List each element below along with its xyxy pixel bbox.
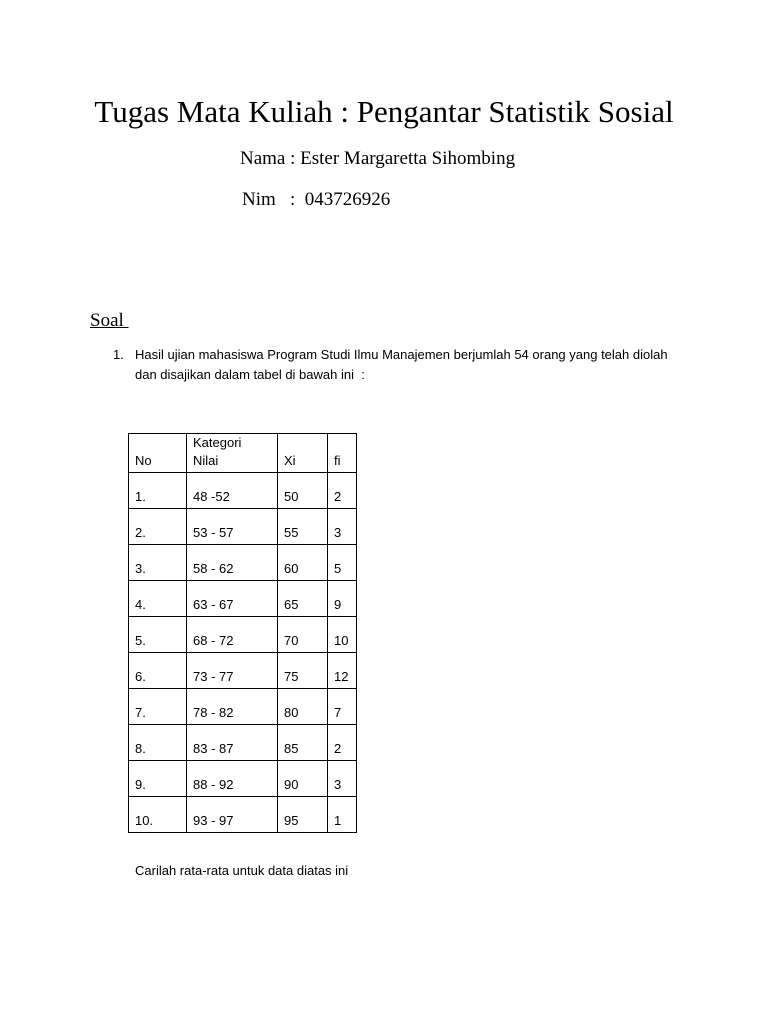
- student-nim: Nim : 043726926: [242, 189, 391, 210]
- table-row: [129, 761, 357, 797]
- cell-no: 4.: [129, 581, 187, 617]
- cell-no: 9.: [129, 761, 187, 797]
- document-title: Tugas Mata Kuliah : Pengantar Statistik Sosial: [94, 94, 674, 129]
- cell-no: 8.: [129, 725, 187, 761]
- cell-xi: 95: [278, 797, 328, 833]
- cell-kategori: 53 - 57: [187, 509, 278, 545]
- cell-no: 5.: [129, 617, 187, 653]
- cell-no: 10.: [129, 797, 187, 833]
- cell-no: 2.: [129, 509, 187, 545]
- cell-kategori: 58 - 62: [187, 545, 278, 581]
- cell-xi: 75: [278, 653, 328, 689]
- cell-xi: 65: [278, 581, 328, 617]
- section-heading-soal: Soal: [90, 310, 129, 331]
- header-xi: Xi: [278, 434, 328, 473]
- cell-kategori: 63 - 67: [187, 581, 278, 617]
- table-row: [129, 689, 357, 725]
- cell-xi: 90: [278, 761, 328, 797]
- cell-kategori: 78 - 82: [187, 689, 278, 725]
- cell-kategori: 73 - 77: [187, 653, 278, 689]
- cell-xi: 70: [278, 617, 328, 653]
- cell-fi: 3: [328, 509, 357, 545]
- cell-xi: 60: [278, 545, 328, 581]
- cell-no: 3.: [129, 545, 187, 581]
- question-instruction: Carilah rata-rata untuk data diatas ini: [135, 863, 349, 878]
- cell-kategori: 48 -52: [187, 473, 278, 509]
- cell-fi: 9: [328, 581, 357, 617]
- cell-kategori: 68 - 72: [187, 617, 278, 653]
- cell-fi: 5: [328, 545, 357, 581]
- student-name: Nama : Ester Margaretta Sihombing: [240, 148, 516, 169]
- cell-fi: 2: [328, 473, 357, 509]
- cell-kategori: 83 - 87: [187, 725, 278, 761]
- cell-fi: 3: [328, 761, 357, 797]
- cell-xi: 80: [278, 689, 328, 725]
- header-kategori-line2: Nilai: [193, 453, 219, 468]
- cell-fi: 10: [328, 617, 357, 653]
- question-number: 1.: [113, 347, 124, 362]
- table-row: [129, 545, 357, 581]
- cell-fi: 7: [328, 689, 357, 725]
- table-row: [129, 725, 357, 761]
- cell-fi: 2: [328, 725, 357, 761]
- header-no: No: [129, 434, 187, 473]
- table-row: [129, 473, 357, 509]
- header-fi: fi: [328, 434, 357, 473]
- cell-xi: 55: [278, 509, 328, 545]
- question-text: Hasil ujian mahasiswa Program Studi Ilmu Manajemen berjumlah 54 orang yang telah diolah dan disajikan dalam tabel di bawah ini :: [135, 347, 672, 382]
- cell-no: 7.: [129, 689, 187, 725]
- cell-kategori: 88 - 92: [187, 761, 278, 797]
- table-row: [129, 653, 357, 689]
- table-header-row: [129, 434, 357, 473]
- cell-fi: 12: [328, 653, 357, 689]
- table-row: [129, 797, 357, 833]
- cell-xi: 85: [278, 725, 328, 761]
- table-row: [129, 617, 357, 653]
- frequency-table: [128, 433, 357, 833]
- cell-no: 6.: [129, 653, 187, 689]
- header-kategori-line1: Kategori: [193, 435, 242, 450]
- table-row: [129, 581, 357, 617]
- table-row: [129, 509, 357, 545]
- cell-xi: 50: [278, 473, 328, 509]
- cell-fi: 1: [328, 797, 357, 833]
- cell-no: 1.: [129, 473, 187, 509]
- header-kategori-nilai: [187, 434, 278, 473]
- cell-kategori: 93 - 97: [187, 797, 278, 833]
